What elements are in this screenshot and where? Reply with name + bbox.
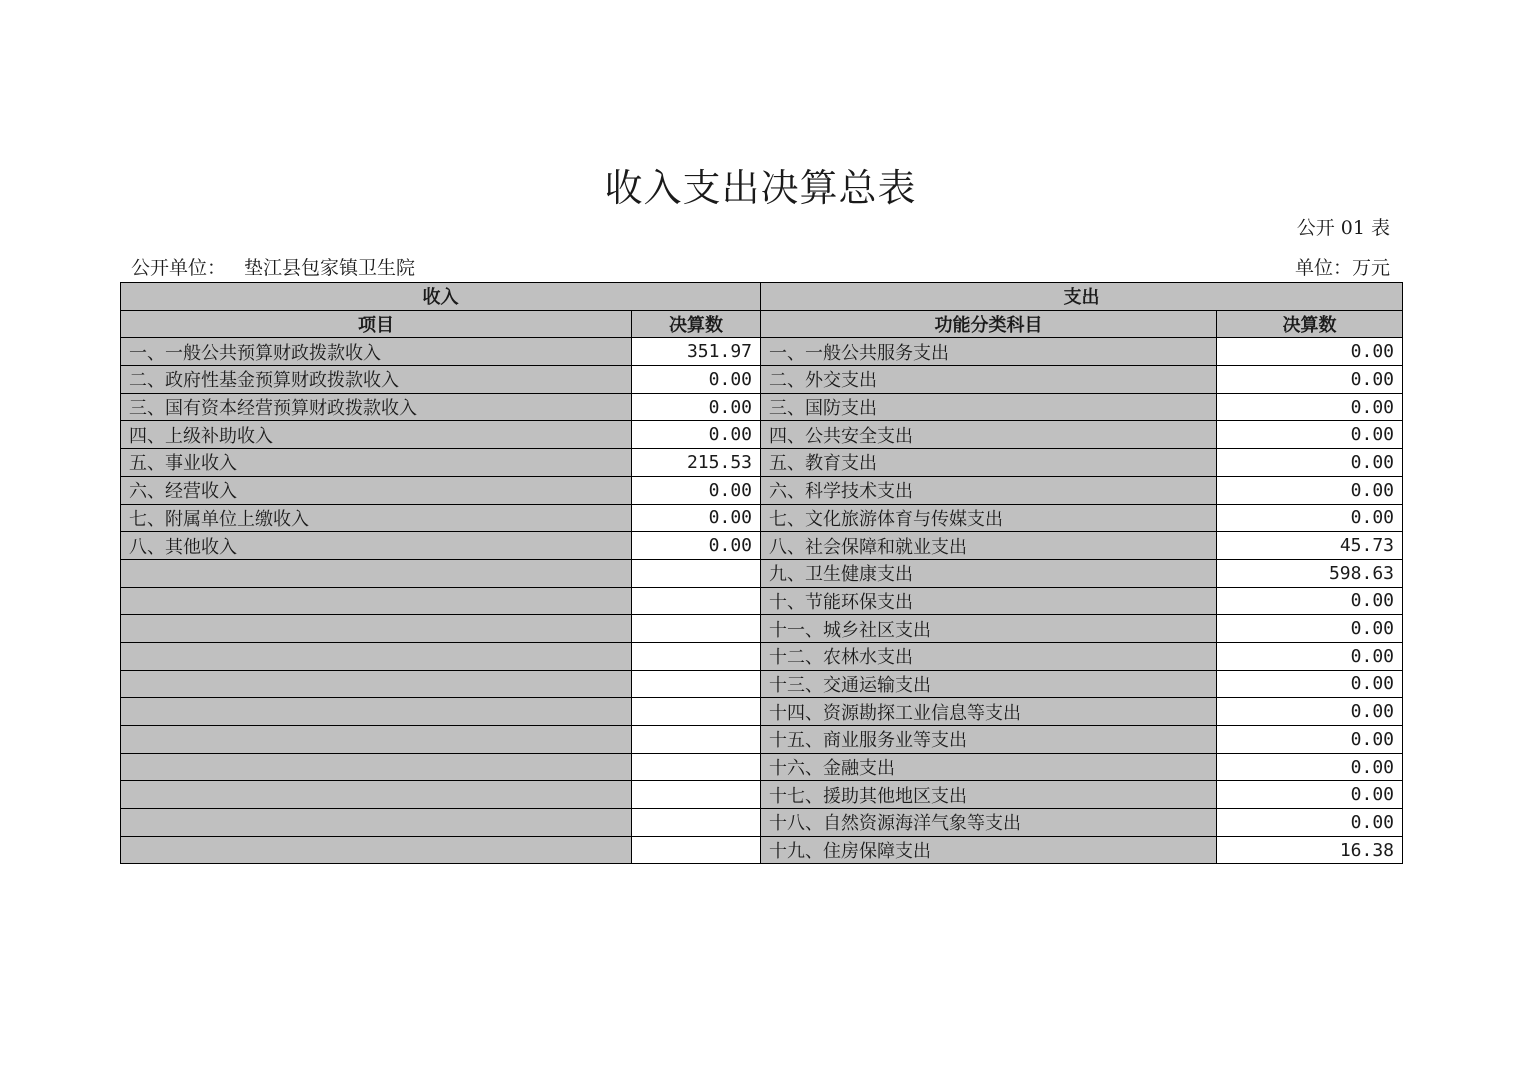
expense-item-cell: 二、外交支出: [761, 366, 1217, 394]
table-row: [121, 532, 1403, 560]
income-item-cell: 七、附属单位上缴收入: [121, 504, 632, 532]
income-amount-cell: [632, 809, 761, 837]
expense-item-cell: 十七、援助其他地区支出: [761, 781, 1217, 809]
income-item-cell: 四、上级补助收入: [121, 421, 632, 449]
income-amount-cell: 0.00: [632, 366, 761, 394]
expense-amount-cell: 0.00: [1217, 338, 1403, 366]
income-amount-cell: [632, 615, 761, 643]
expense-item-cell: 十三、交通运输支出: [761, 670, 1217, 698]
income-amount-cell: 0.00: [632, 532, 761, 560]
income-amount-cell: 0.00: [632, 421, 761, 449]
expense-item-cell: 四、公共安全支出: [761, 421, 1217, 449]
table-row: [121, 836, 1403, 864]
income-item-cell: [121, 559, 632, 587]
expense-amount-cell: 45.73: [1217, 532, 1403, 560]
income-amount-cell: [632, 781, 761, 809]
table-row: [121, 559, 1403, 587]
expense-amount-cell: 0.00: [1217, 393, 1403, 421]
table-row: [121, 698, 1403, 726]
table-row: [121, 449, 1403, 477]
table-row: [121, 338, 1403, 366]
income-item-cell: 三、国有资本经营预算财政拨款收入: [121, 393, 632, 421]
expense-amount-cell: 0.00: [1217, 753, 1403, 781]
income-item-header: 项目: [121, 310, 632, 338]
expense-amount-cell: 0.00: [1217, 421, 1403, 449]
reporting-unit: [131, 255, 415, 281]
expense-item-cell: 九、卫生健康支出: [761, 559, 1217, 587]
currency-unit: 单位：万元: [1294, 257, 1390, 279]
income-amount-cell: [632, 698, 761, 726]
expense-item-cell: 十六、金融支出: [761, 753, 1217, 781]
income-amount-cell: [632, 836, 761, 864]
table-row: [121, 753, 1403, 781]
expense-amount-cell: 0.00: [1217, 476, 1403, 504]
table-row: [121, 504, 1403, 532]
table-row: [121, 726, 1403, 754]
table-row: [121, 421, 1403, 449]
expense-item-cell: 七、文化旅游体育与传媒支出: [761, 504, 1217, 532]
income-item-cell: 五、事业收入: [121, 449, 632, 477]
income-amount-cell: [632, 670, 761, 698]
income-section-header: 收入: [121, 283, 761, 311]
income-amount-cell: 0.00: [632, 504, 761, 532]
income-item-cell: [121, 642, 632, 670]
section-header-row: [121, 283, 1403, 311]
expense-amount-cell: 0.00: [1217, 615, 1403, 643]
expense-item-cell: 十四、资源勘探工业信息等支出: [761, 698, 1217, 726]
table-row: [121, 642, 1403, 670]
expense-amount-cell: 0.00: [1217, 698, 1403, 726]
expense-item-cell: 十八、自然资源海洋气象等支出: [761, 809, 1217, 837]
income-amount-cell: 215.53: [632, 449, 761, 477]
income-item-cell: 六、经营收入: [121, 476, 632, 504]
expense-item-cell: 十九、住房保障支出: [761, 836, 1217, 864]
expense-amount-cell: 0.00: [1217, 449, 1403, 477]
table-row: [121, 393, 1403, 421]
expense-amount-cell: 0.00: [1217, 726, 1403, 754]
income-item-cell: [121, 781, 632, 809]
income-item-cell: 二、政府性基金预算财政拨款收入: [121, 366, 632, 394]
expense-amount-cell: 0.00: [1217, 504, 1403, 532]
income-amount-header: 决算数: [632, 310, 761, 338]
page-title: 收入支出决算总表: [604, 166, 917, 210]
income-amount-cell: [632, 753, 761, 781]
income-item-cell: 八、其他收入: [121, 532, 632, 560]
column-header-row: [121, 310, 1403, 338]
expense-amount-cell: 0.00: [1217, 670, 1403, 698]
income-item-cell: [121, 809, 632, 837]
income-amount-cell: [632, 587, 761, 615]
expense-amount-cell: 0.00: [1217, 587, 1403, 615]
table-row: [121, 587, 1403, 615]
income-amount-cell: [632, 726, 761, 754]
income-item-cell: [121, 698, 632, 726]
expense-item-header: 功能分类科目: [761, 310, 1217, 338]
table-row: [121, 781, 1403, 809]
income-item-cell: [121, 836, 632, 864]
expense-item-cell: 三、国防支出: [761, 393, 1217, 421]
form-number: 公开 01 表: [1296, 217, 1390, 239]
income-amount-cell: 0.00: [632, 393, 761, 421]
expense-amount-header: 决算数: [1217, 310, 1403, 338]
table-row: [121, 366, 1403, 394]
expense-item-cell: 五、教育支出: [761, 449, 1217, 477]
budget-table: [120, 282, 1403, 864]
table-row: [121, 615, 1403, 643]
table-row: [121, 809, 1403, 837]
expense-amount-cell: 16.38: [1217, 836, 1403, 864]
income-item-cell: [121, 587, 632, 615]
expense-section-header: 支出: [761, 283, 1403, 311]
expense-item-cell: 一、一般公共服务支出: [761, 338, 1217, 366]
income-amount-cell: 0.00: [632, 476, 761, 504]
table-row: [121, 670, 1403, 698]
income-amount-cell: [632, 559, 761, 587]
expense-amount-cell: 0.00: [1217, 642, 1403, 670]
income-amount-cell: [632, 642, 761, 670]
expense-item-cell: 六、科学技术支出: [761, 476, 1217, 504]
expense-amount-cell: 0.00: [1217, 781, 1403, 809]
reporting-unit-label: 公开单位：: [131, 257, 227, 279]
expense-item-cell: 十、节能环保支出: [761, 587, 1217, 615]
income-item-cell: 一、一般公共预算财政拨款收入: [121, 338, 632, 366]
income-item-cell: [121, 615, 632, 643]
income-item-cell: [121, 670, 632, 698]
expense-item-cell: 八、社会保障和就业支出: [761, 532, 1217, 560]
income-item-cell: [121, 726, 632, 754]
table-row: [121, 476, 1403, 504]
expense-amount-cell: 0.00: [1217, 366, 1403, 394]
expense-item-cell: 十五、商业服务业等支出: [761, 726, 1217, 754]
reporting-unit-name: 垫江县包家镇卫生院: [244, 257, 416, 279]
expense-item-cell: 十一、城乡社区支出: [761, 615, 1217, 643]
expense-amount-cell: 0.00: [1217, 809, 1403, 837]
expense-item-cell: 十二、农林水支出: [761, 642, 1217, 670]
income-amount-cell: 351.97: [632, 338, 761, 366]
income-item-cell: [121, 753, 632, 781]
expense-amount-cell: 598.63: [1217, 559, 1403, 587]
